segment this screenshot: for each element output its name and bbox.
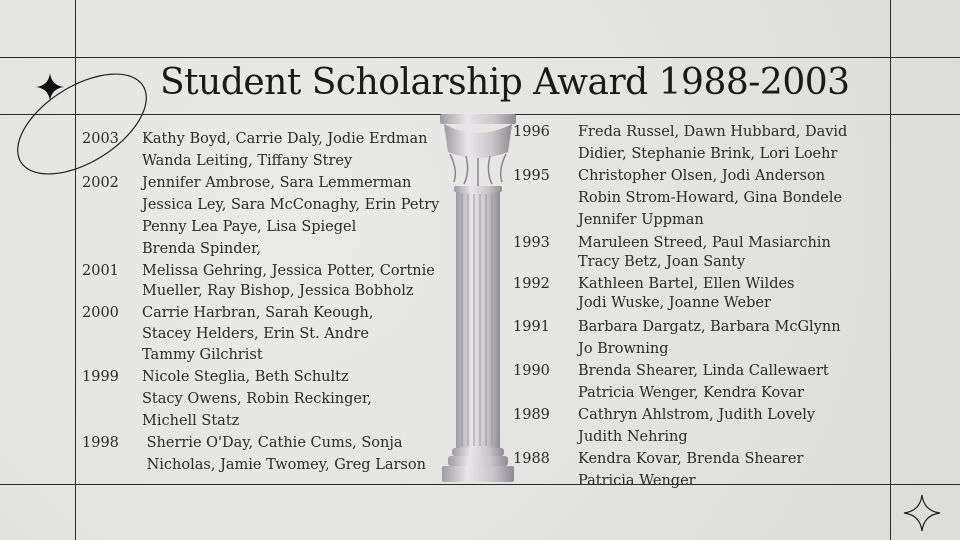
award-entry-1998	[82, 432, 439, 476]
award-names: Jodi Wuske, Joanne Weber	[578, 295, 771, 311]
award-names: Patricia Wenger, Kendra Kovar	[578, 385, 804, 401]
award-names: Jo Browning	[578, 341, 669, 357]
award-names: Michell Statz	[142, 413, 240, 429]
award-entry-1991	[513, 316, 847, 360]
frame-line-right	[890, 0, 891, 540]
award-entry-1996	[513, 121, 847, 165]
outline-four-point-star-icon	[903, 494, 941, 532]
award-names: Freda Russel, Dawn Hubbard, David	[578, 124, 848, 140]
award-names: Carrie Harbran, Sarah Keough,	[142, 305, 374, 321]
award-names: Kathy Boyd, Carrie Daly, Jodie Erdman	[142, 131, 428, 147]
award-entry-1995	[513, 165, 847, 231]
award-names: Judith Nehring	[578, 429, 688, 445]
award-year: 2000	[82, 305, 119, 321]
award-year: 1988	[513, 451, 550, 467]
award-year: 1993	[513, 235, 550, 251]
award-entry-2003	[82, 128, 439, 172]
frame-line-top	[0, 57, 960, 58]
award-names: Kathleen Bartel, Ellen Wildes	[578, 276, 795, 292]
award-names: Sherrie O'Day, Cathie Cums, Sonja	[142, 435, 403, 451]
award-names: Kendra Kovar, Brenda Shearer	[578, 451, 804, 467]
award-year: 1992	[513, 276, 550, 292]
award-names: Tammy Gilchrist	[142, 347, 263, 363]
award-year: 2001	[82, 263, 119, 279]
award-names: Christopher Olsen, Jodi Anderson	[578, 168, 826, 184]
award-year: 1989	[513, 407, 550, 423]
award-names: Cathryn Ahlstrom, Judith Lovely	[578, 407, 816, 423]
award-names: Brenda Shearer, Linda Callewaert	[578, 363, 829, 379]
award-entry-1993	[513, 234, 847, 272]
award-entry-1990	[513, 360, 847, 404]
award-names: Nicholas, Jamie Twomey, Greg Larson	[142, 457, 426, 473]
award-entry-1992	[513, 275, 847, 313]
award-names: Maruleen Streed, Paul Masiarchin	[578, 235, 831, 251]
award-year: 2002	[82, 175, 119, 191]
award-year: 1995	[513, 168, 550, 184]
award-names: Mueller, Ray Bishop, Jessica Bobholz	[142, 283, 414, 299]
award-names: Wanda Leiting, Tiffany Strey	[142, 153, 353, 169]
page-title: Student Scholarship Award 1988-2003	[160, 62, 850, 103]
sparkle-star-icon	[36, 73, 64, 101]
right-award-list	[513, 121, 847, 492]
award-entry-2000	[82, 303, 439, 366]
award-names: Jessica Ley, Sara McConaghy, Erin Petry	[142, 197, 440, 213]
left-award-list	[82, 128, 439, 476]
award-names: Brenda Spinder,	[142, 241, 262, 257]
award-entry-1999	[82, 366, 439, 432]
award-names: Tracy Betz, Joan Santy	[578, 254, 746, 270]
award-names: Barbara Dargatz, Barbara McGlynn	[578, 319, 841, 335]
award-names: Jennifer Ambrose, Sara Lemmerman	[142, 175, 412, 191]
award-year: 1998	[82, 435, 119, 451]
award-entry-2002	[82, 172, 439, 260]
award-names: Didier, Stephanie Brink, Lori Loehr	[578, 146, 838, 162]
greek-column-illustration	[438, 112, 518, 484]
award-year: 1996	[513, 124, 550, 140]
award-entry-1988	[513, 448, 847, 492]
award-year: 1991	[513, 319, 550, 335]
award-names: Penny Lea Paye, Lisa Spiegel	[142, 219, 357, 235]
award-names: Melissa Gehring, Jessica Potter, Cortnie	[142, 263, 435, 279]
award-names: Jennifer Uppman	[578, 212, 704, 228]
award-entry-2001	[82, 261, 439, 301]
award-year: 2003	[82, 131, 119, 147]
award-names: Stacey Helders, Erin St. Andre	[142, 326, 369, 342]
award-names: Nicole Steglia, Beth Schultz	[142, 369, 349, 385]
award-names: Patricia Wenger	[578, 473, 696, 489]
award-year: 1990	[513, 363, 550, 379]
award-year: 1999	[82, 369, 119, 385]
award-names: Robin Strom-Howard, Gina Bondele	[578, 190, 843, 206]
award-names: Stacy Owens, Robin Reckinger,	[142, 391, 372, 407]
award-entry-1989	[513, 404, 847, 448]
